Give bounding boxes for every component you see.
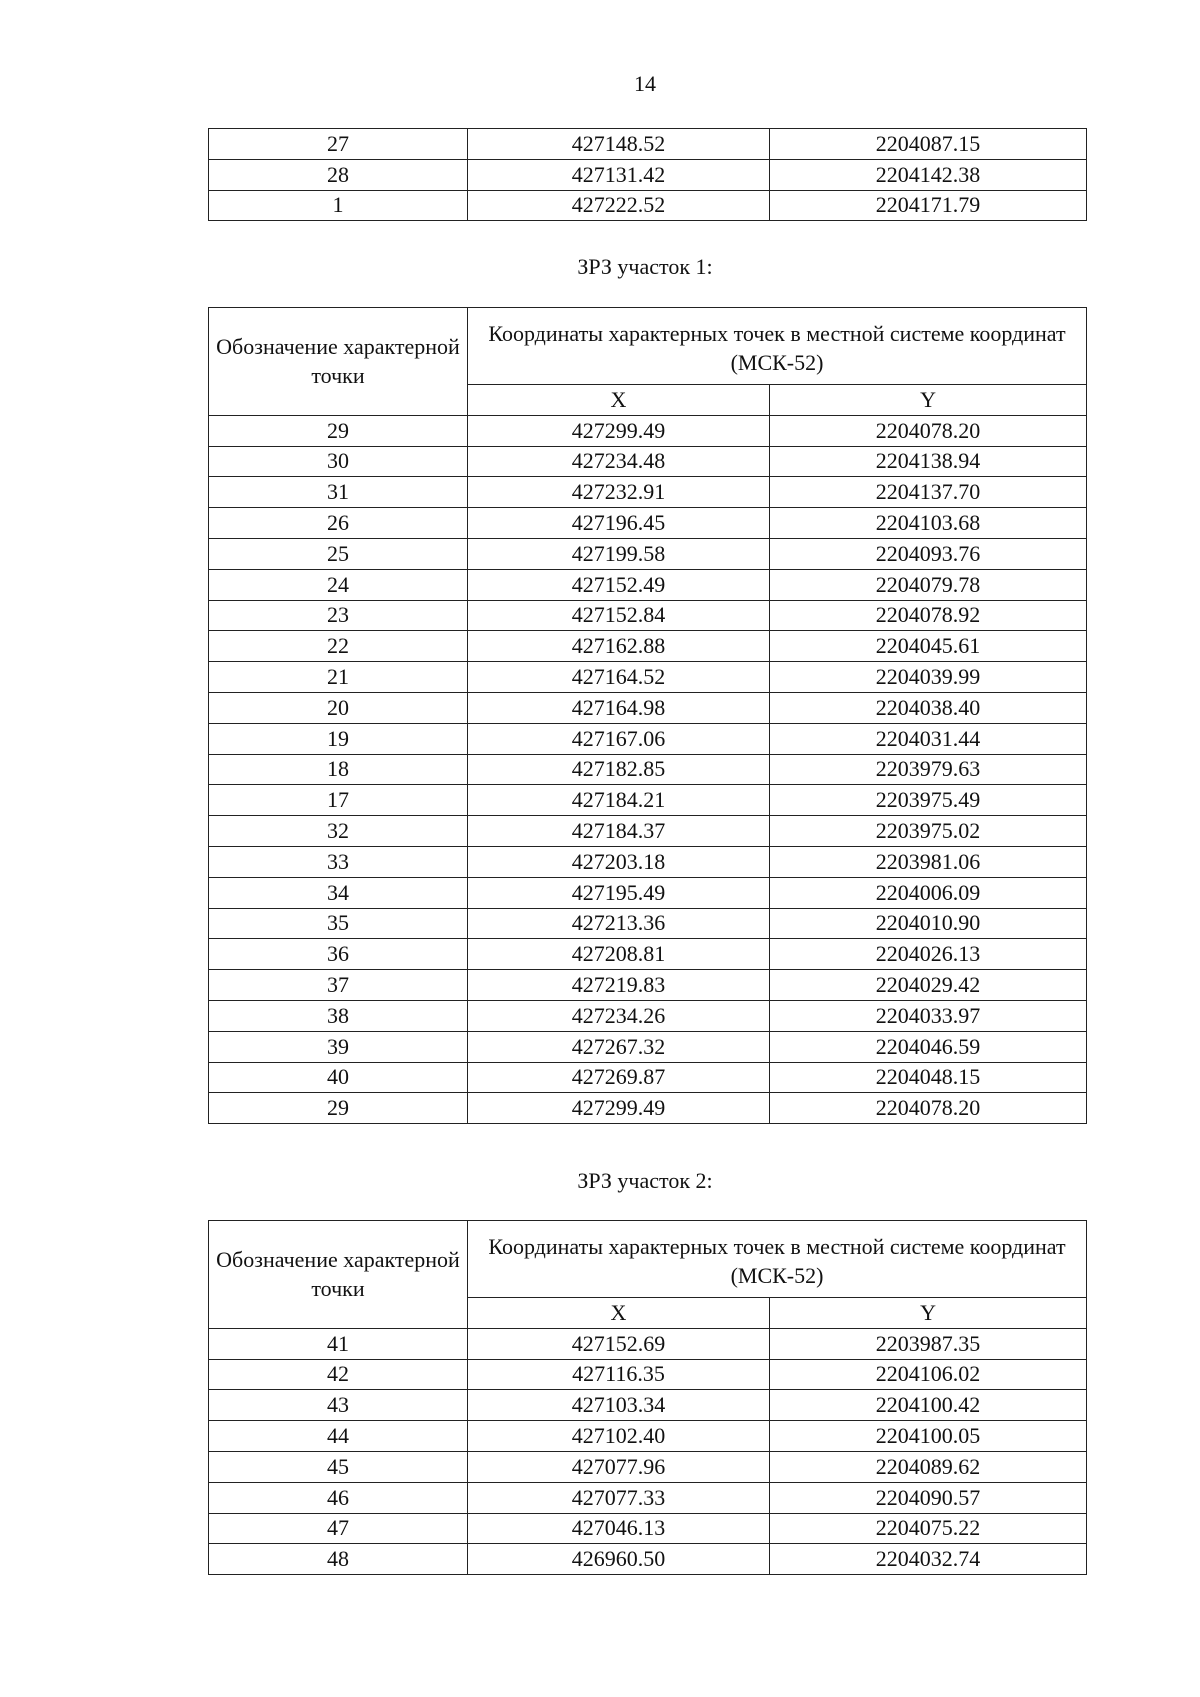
cell-point-id: 17 [209,785,468,816]
table-row [209,1359,1087,1390]
cell-x: 427208.81 [468,939,770,970]
table-row [209,662,1087,693]
cell-x: 427102.40 [468,1421,770,1452]
table-row [209,816,1087,847]
table-row [209,785,1087,816]
table-row [209,1544,1087,1575]
table-row [209,1451,1087,1482]
cell-y: 2204006.09 [770,877,1087,908]
cell-point-id: 34 [209,877,468,908]
cell-point-id: 43 [209,1390,468,1421]
table-row [209,477,1087,508]
cell-x: 427267.32 [468,1031,770,1062]
cell-y: 2204100.05 [770,1421,1087,1452]
cell-y: 2204039.99 [770,662,1087,693]
table-row [209,1513,1087,1544]
cell-y: 2204075.22 [770,1513,1087,1544]
cell-x: 427046.13 [468,1513,770,1544]
cell-y: 2204100.42 [770,1390,1087,1421]
cell-y: 2204090.57 [770,1482,1087,1513]
table-row [209,1031,1087,1062]
table-row [209,569,1087,600]
table-row [209,1093,1087,1124]
cell-point-id: 23 [209,600,468,631]
cell-x: 427196.45 [468,508,770,539]
cell-point-id: 18 [209,754,468,785]
cell-y: 2204033.97 [770,1000,1087,1031]
cell-x: 427234.48 [468,446,770,477]
table-row [209,908,1087,939]
cell-x: 427222.52 [468,190,770,221]
cell-x: 427203.18 [468,846,770,877]
cell-point-id: 41 [209,1328,468,1359]
cell-y: 2203975.02 [770,816,1087,847]
header-designation: Обозначение характерной точки [209,308,468,416]
cell-point-id: 39 [209,1031,468,1062]
cell-x: 427195.49 [468,877,770,908]
table-row [209,970,1087,1001]
cell-point-id: 38 [209,1000,468,1031]
cell-y: 2204026.13 [770,939,1087,970]
cell-point-id: 40 [209,1062,468,1093]
cell-point-id: 20 [209,692,468,723]
cell-x: 427234.26 [468,1000,770,1031]
cell-y: 2204048.15 [770,1062,1087,1093]
cell-point-id: 30 [209,446,468,477]
header-y: Y [770,385,1087,416]
table-row [209,190,1087,221]
cell-x: 427213.36 [468,908,770,939]
cell-x: 427299.49 [468,415,770,446]
cell-point-id: 35 [209,908,468,939]
table-row [209,939,1087,970]
cell-x: 427148.52 [468,129,770,160]
cell-x: 427152.49 [468,569,770,600]
continuation-table [208,128,1087,221]
cell-y: 2204078.20 [770,1093,1087,1124]
cell-point-id: 44 [209,1421,468,1452]
table-row [209,631,1087,662]
cell-point-id: 32 [209,816,468,847]
table-row [209,754,1087,785]
table-row [209,1421,1087,1452]
table-row [209,846,1087,877]
cell-point-id: 46 [209,1482,468,1513]
table-row [209,600,1087,631]
coordinates-table-1-body [209,415,1087,1123]
table-row [209,538,1087,569]
cell-y: 2203979.63 [770,754,1087,785]
cell-x: 427184.37 [468,816,770,847]
table-row [209,1000,1087,1031]
header-y: Y [770,1298,1087,1329]
cell-y: 2204142.38 [770,159,1087,190]
cell-point-id: 29 [209,1093,468,1124]
table-row [209,1390,1087,1421]
table-row [209,1328,1087,1359]
cell-x: 427164.52 [468,662,770,693]
cell-x: 427077.33 [468,1482,770,1513]
coordinates-table-2 [208,1220,1087,1575]
header-coordinates: Координаты характерных точек в местной системе координат (МСК-52) [468,1221,1087,1298]
cell-y: 2204171.79 [770,190,1087,221]
table-row [209,1062,1087,1093]
cell-point-id: 26 [209,508,468,539]
continuation-table-body [209,129,1087,221]
cell-x: 427152.84 [468,600,770,631]
cell-y: 2204089.62 [770,1451,1087,1482]
cell-point-id: 36 [209,939,468,970]
coordinates-table-2-body [209,1328,1087,1574]
cell-y: 2203975.49 [770,785,1087,816]
cell-x: 427269.87 [468,1062,770,1093]
table-row [209,415,1087,446]
cell-point-id: 29 [209,415,468,446]
cell-y: 2204093.76 [770,538,1087,569]
cell-x: 427182.85 [468,754,770,785]
cell-x: 426960.50 [468,1544,770,1575]
cell-point-id: 33 [209,846,468,877]
cell-x: 427299.49 [468,1093,770,1124]
cell-y: 2204138.94 [770,446,1087,477]
cell-point-id: 31 [209,477,468,508]
header-coordinates: Координаты характерных точек в местной системе координат (МСК-52) [468,308,1087,385]
cell-x: 427232.91 [468,477,770,508]
cell-y: 2204029.42 [770,970,1087,1001]
cell-y: 2203981.06 [770,846,1087,877]
cell-point-id: 25 [209,538,468,569]
cell-x: 427131.42 [468,159,770,190]
cell-point-id: 1 [209,190,468,221]
cell-y: 2204079.78 [770,569,1087,600]
section-title-1: ЗРЗ участок 1: [577,254,713,279]
table-row [209,877,1087,908]
table-row [209,159,1087,190]
cell-point-id: 27 [209,129,468,160]
cell-y: 2204031.44 [770,723,1087,754]
cell-y: 2204106.02 [770,1359,1087,1390]
cell-point-id: 28 [209,159,468,190]
cell-y: 2204087.15 [770,129,1087,160]
cell-point-id: 24 [209,569,468,600]
table-row [209,129,1087,160]
cell-y: 2204078.20 [770,415,1087,446]
cell-y: 2204010.90 [770,908,1087,939]
page-number: 14 [634,71,656,96]
cell-x: 427152.69 [468,1328,770,1359]
header-x: X [468,1298,770,1329]
cell-x: 427219.83 [468,970,770,1001]
section-title-2: ЗРЗ участок 2: [577,1168,713,1193]
table-row [209,508,1087,539]
table-row [209,723,1087,754]
cell-x: 427164.98 [468,692,770,723]
cell-x: 427184.21 [468,785,770,816]
cell-x: 427162.88 [468,631,770,662]
cell-y: 2204078.92 [770,600,1087,631]
cell-point-id: 37 [209,970,468,1001]
coordinates-table-1 [208,307,1087,1124]
table-row [209,446,1087,477]
cell-x: 427103.34 [468,1390,770,1421]
cell-y: 2204038.40 [770,692,1087,723]
cell-x: 427167.06 [468,723,770,754]
cell-y: 2204137.70 [770,477,1087,508]
cell-point-id: 19 [209,723,468,754]
cell-x: 427199.58 [468,538,770,569]
cell-y: 2204045.61 [770,631,1087,662]
header-x: X [468,385,770,416]
cell-x: 427077.96 [468,1451,770,1482]
cell-x: 427116.35 [468,1359,770,1390]
cell-y: 2204032.74 [770,1544,1087,1575]
cell-y: 2203987.35 [770,1328,1087,1359]
cell-point-id: 45 [209,1451,468,1482]
cell-point-id: 42 [209,1359,468,1390]
cell-y: 2204103.68 [770,508,1087,539]
cell-point-id: 47 [209,1513,468,1544]
cell-y: 2204046.59 [770,1031,1087,1062]
cell-point-id: 21 [209,662,468,693]
table-row [209,1482,1087,1513]
header-designation: Обозначение характерной точки [209,1221,468,1329]
table-row [209,692,1087,723]
cell-point-id: 48 [209,1544,468,1575]
cell-point-id: 22 [209,631,468,662]
